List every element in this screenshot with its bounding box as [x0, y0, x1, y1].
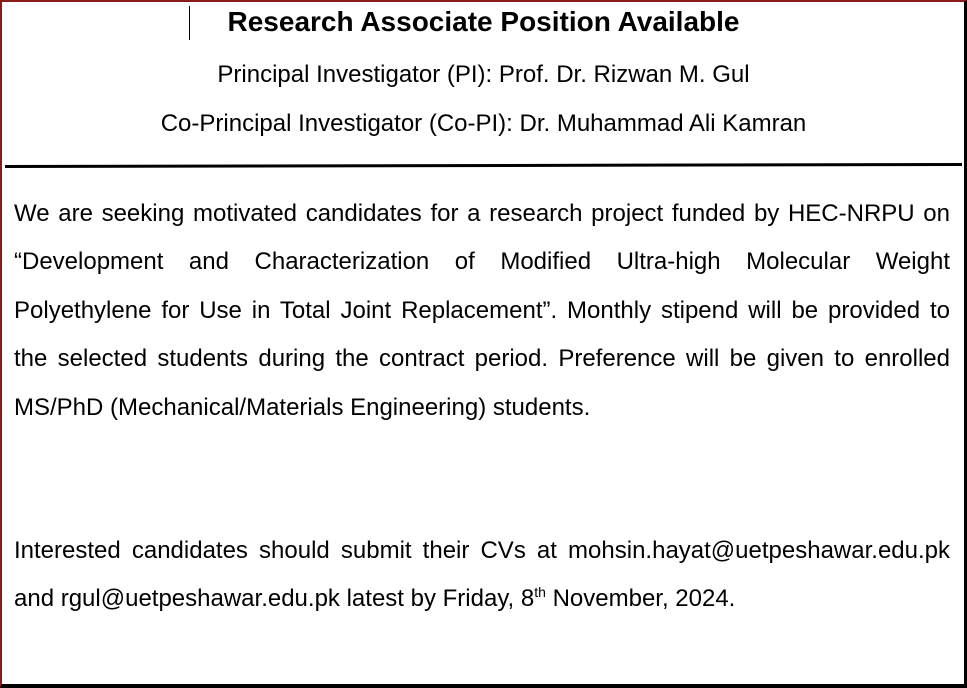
page-title: Research Associate Position Available — [227, 6, 740, 37]
co-principal-investigator-line: Co-Principal Investigator (Co-PI): Dr. Muhammad Ali Kamran — [160, 110, 807, 137]
date-ordinal-suffix: th — [534, 584, 546, 601]
application-paragraph — [14, 527, 950, 624]
application-deadline-text: November, 2024. — [545, 585, 736, 613]
description-paragraph: We are seeking motivated candidates for a research project funded by HEC-NRPU on “Development and Characterization of Modified Ultra-high Molecular Weight Polyethylene for Use in Total Joint Replacement”. Monthly stipend will be provided to the selected students during the contract period. Preference will be given to enrolled MS/PhD (Mechanical/Materials Engineering) students. — [14, 200, 950, 421]
application-text: Interested candidates should submit their CVs at mohsin.hayat@uetpeshawar.edu.pk and rgul@uetpeshawar.edu.pk latest by Friday, 8 — [14, 537, 950, 613]
principal-investigator-line: Principal Investigator (PI): Prof. Dr. Rizwan M. Gul — [217, 61, 750, 88]
